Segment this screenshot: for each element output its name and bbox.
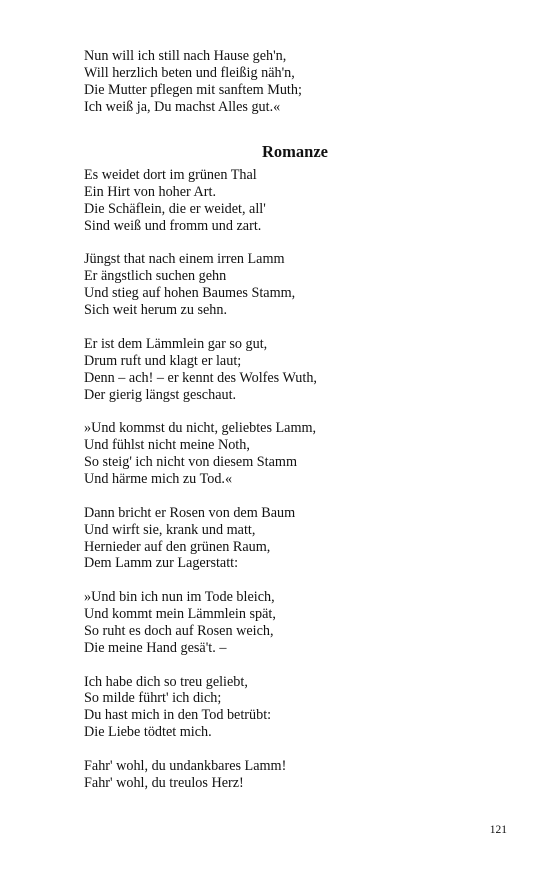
verse-line: Er ängstlich suchen gehn: [84, 268, 227, 285]
verse-line: Ein Hirt von hoher Art.: [84, 183, 217, 200]
stanza-6: [84, 589, 484, 657]
verse-line: So milde führt' ich dich;: [84, 690, 222, 707]
verse-line: Die Liebe tödtet mich.: [84, 724, 212, 741]
verse-line: Und wirft sie, krank und matt,: [84, 521, 256, 538]
verse-line: Die Schäflein, die er weidet, all': [84, 200, 266, 217]
stanza-5: [84, 505, 484, 573]
poem-title: Romanze: [262, 142, 328, 161]
verse-line: Der gierig längst geschaut.: [84, 386, 237, 403]
verse-line: Ich habe dich so treu geliebt,: [84, 673, 248, 690]
verse-line: Ich weiß ja, Du machst Alles gut.«: [84, 98, 281, 115]
verse-line: Du hast mich in den Tod betrübt:: [84, 707, 272, 724]
stanza-7: [84, 674, 484, 742]
verse-line: Er ist dem Lämmlein gar so gut,: [84, 335, 268, 352]
verse-line: Es weidet dort im grünen Thal: [84, 167, 257, 183]
stanza-2: [84, 251, 484, 319]
verse-line: Dem Lamm zur Lagerstatt:: [84, 555, 239, 572]
stanza-3: [84, 336, 484, 404]
verse-line: »Und bin ich nun im Tode bleich,: [84, 589, 275, 606]
stanza-4: [84, 420, 484, 488]
stanza-8: [84, 758, 484, 792]
verse-line: Und fühlst nicht meine Noth,: [84, 437, 250, 454]
verse-line: Hernieder auf den grünen Raum,: [84, 538, 271, 555]
verse-line: Denn – ach! – er kennt des Wolfes Wuth,: [84, 369, 317, 386]
poem-body: [84, 167, 484, 809]
verse-line: So ruht es doch auf Rosen weich,: [84, 622, 274, 639]
verse-line: Jüngst that nach einem irren Lamm: [84, 251, 285, 268]
verse-line: »Und kommst du nicht, geliebtes Lamm,: [84, 420, 317, 437]
stanza-1: [84, 167, 484, 235]
intro-stanza: [84, 48, 484, 116]
verse-line: Will herzlich beten und fleißig näh'n,: [84, 64, 295, 81]
verse-line: Drum ruft und klagt er laut;: [84, 352, 242, 369]
verse-line: Fahr' wohl, du treulos Herz!: [84, 774, 244, 791]
verse-line: Sind weiß und fromm und zart.: [84, 217, 262, 234]
verse-line: So steig' ich nicht von diesem Stamm: [84, 454, 297, 471]
verse-line: Und kommt mein Lämmlein spät,: [84, 606, 276, 623]
verse-line: Nun will ich still nach Hause geh'n,: [84, 48, 287, 64]
verse-line: Und härme mich zu Tod.«: [84, 470, 233, 487]
verse-line: Sich weit herum zu sehn.: [84, 302, 228, 319]
page-number: 121: [489, 824, 507, 836]
verse-line: Die Mutter pflegen mit sanftem Muth;: [84, 81, 302, 98]
verse-line: Die meine Hand gesä't. –: [84, 639, 227, 656]
verse-line: Dann bricht er Rosen von dem Baum: [84, 504, 296, 521]
verse-line: Und stieg auf hohen Baumes Stamm,: [84, 285, 296, 302]
verse-line: Fahr' wohl, du undankbares Lamm!: [84, 757, 287, 774]
